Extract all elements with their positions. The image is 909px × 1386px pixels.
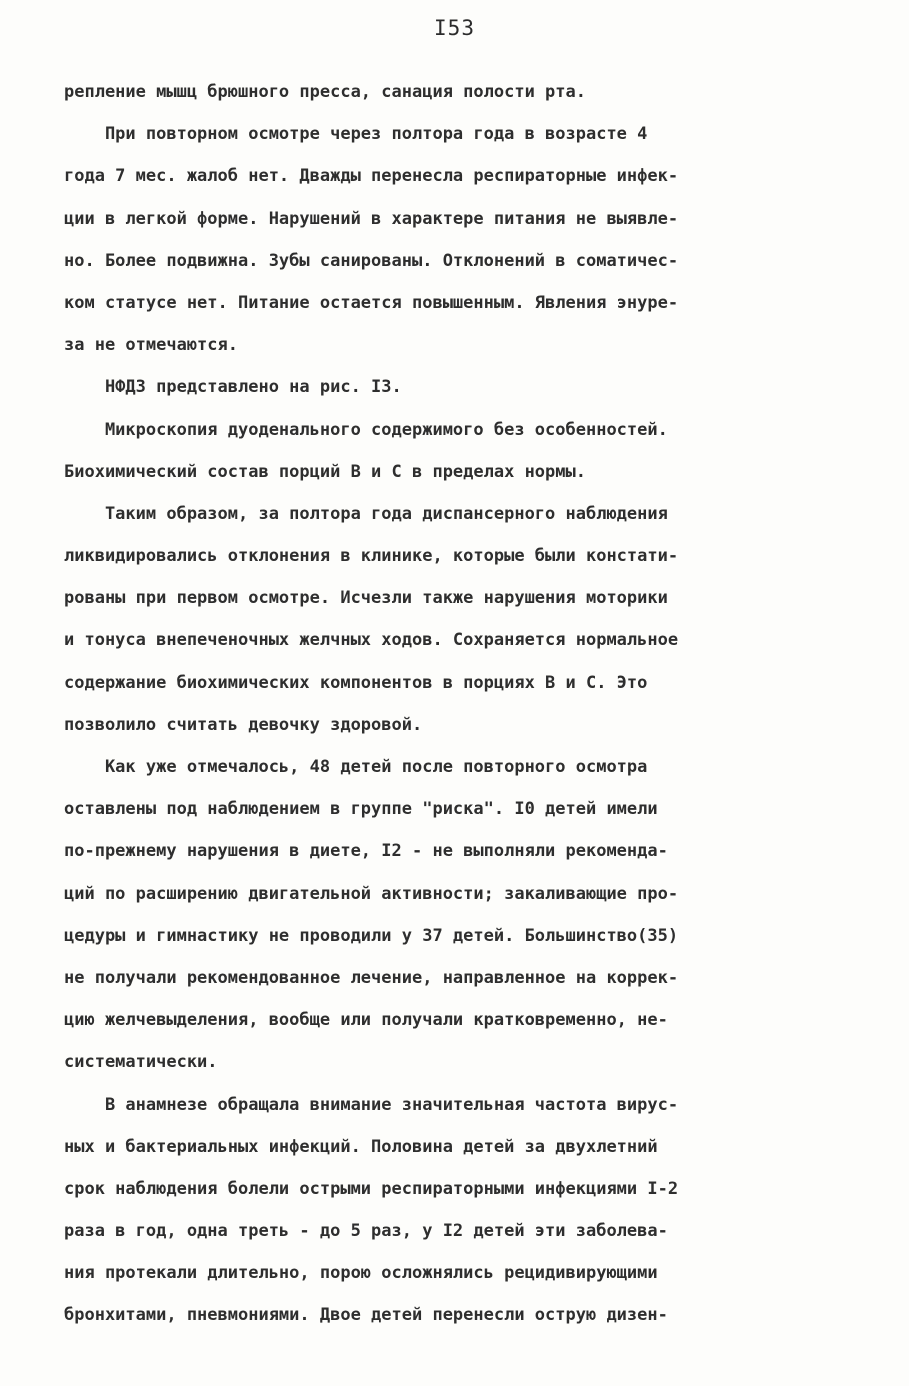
text-line: за не отмечаются. xyxy=(64,335,238,356)
paragraph xyxy=(64,749,854,1087)
text-line: При повторном осмотре через полтора года в возрасте 4 xyxy=(64,124,648,145)
text-line: не получали рекомендованное лечение, направленное на коррек- xyxy=(64,967,679,988)
paragraph xyxy=(64,369,854,411)
text-line: срок наблюдения болели острыми респираторными инфекциями I-2 xyxy=(64,1178,679,1199)
text-line: репление мышц брюшного пресса, санация полости рта. xyxy=(64,82,586,102)
text-line: ком статусе нет. Питание остается повышенным. Явления энуре- xyxy=(64,292,679,313)
paragraph xyxy=(64,412,854,496)
text-line: по-прежнему нарушения в диете, I2 - не выполняли рекоменда- xyxy=(64,841,668,862)
paragraph xyxy=(64,116,854,369)
text-line: Таким образом, за полтора года диспансерного наблюдения xyxy=(64,503,668,524)
text-line: ликвидировались отклонения в клинике, которые были констати- xyxy=(64,546,679,567)
text-line: и тонуса внепеченочных желчных ходов. Сохраняется нормальное xyxy=(64,630,679,651)
text-line: цедуры и гимнастику не проводили у 37 детей. Большинство(35) xyxy=(64,925,679,946)
text-line: бронхитами, пневмониями. Двое детей перенесли острую дизен- xyxy=(64,1305,668,1326)
text-line: года 7 мес. жалоб нет. Дважды перенесла респираторные инфек- xyxy=(64,166,679,187)
text-line: систематически. xyxy=(64,1052,218,1073)
paragraph xyxy=(64,1087,854,1340)
text-line: рованы при первом осмотре. Исчезли также нарушения моторики xyxy=(64,588,668,609)
text-line: но. Более подвижна. Зубы санированы. Отклонений в соматичес- xyxy=(64,250,679,271)
text-line: НФДЗ представлено на рис. I3. xyxy=(64,377,402,398)
text-line: цию желчевыделения, вообще или получали кратковременно, не- xyxy=(64,1010,668,1031)
body-text xyxy=(64,74,854,1340)
text-line: Биохимический состав порций В и С в пределах нормы. xyxy=(64,461,586,482)
text-line: ния протекали длительно, порою осложнялись рецидивирующими xyxy=(64,1263,658,1284)
page-number: I53 xyxy=(434,16,475,40)
text-line: позволило считать девочку здоровой. xyxy=(64,714,423,735)
text-line: ных и бактериальных инфекций. Половина детей за двухлетний xyxy=(64,1136,658,1157)
text-line: Микроскопия дуоденального содержимого без особенностей. xyxy=(64,419,668,440)
text-line: ции в легкой форме. Нарушений в характере питания не выявле- xyxy=(64,208,679,229)
text-line: оставлены под наблюдением в группе "риска". I0 детей имели xyxy=(64,799,658,820)
paragraph xyxy=(64,496,854,749)
paragraph xyxy=(64,74,854,116)
text-line: В анамнезе обращала внимание значительная частота вирус- xyxy=(64,1094,679,1115)
text-line: Как уже отмечалось, 48 детей после повторного осмотра xyxy=(64,757,648,777)
text-line: раза в год, одна треть - до 5 раз, у I2 детей эти заболева- xyxy=(64,1221,668,1242)
text-line: ций по расширению двигательной активности; закаливающие про- xyxy=(64,883,679,904)
text-line: содержание биохимических компонентов в порциях В и С. Это xyxy=(64,672,648,693)
